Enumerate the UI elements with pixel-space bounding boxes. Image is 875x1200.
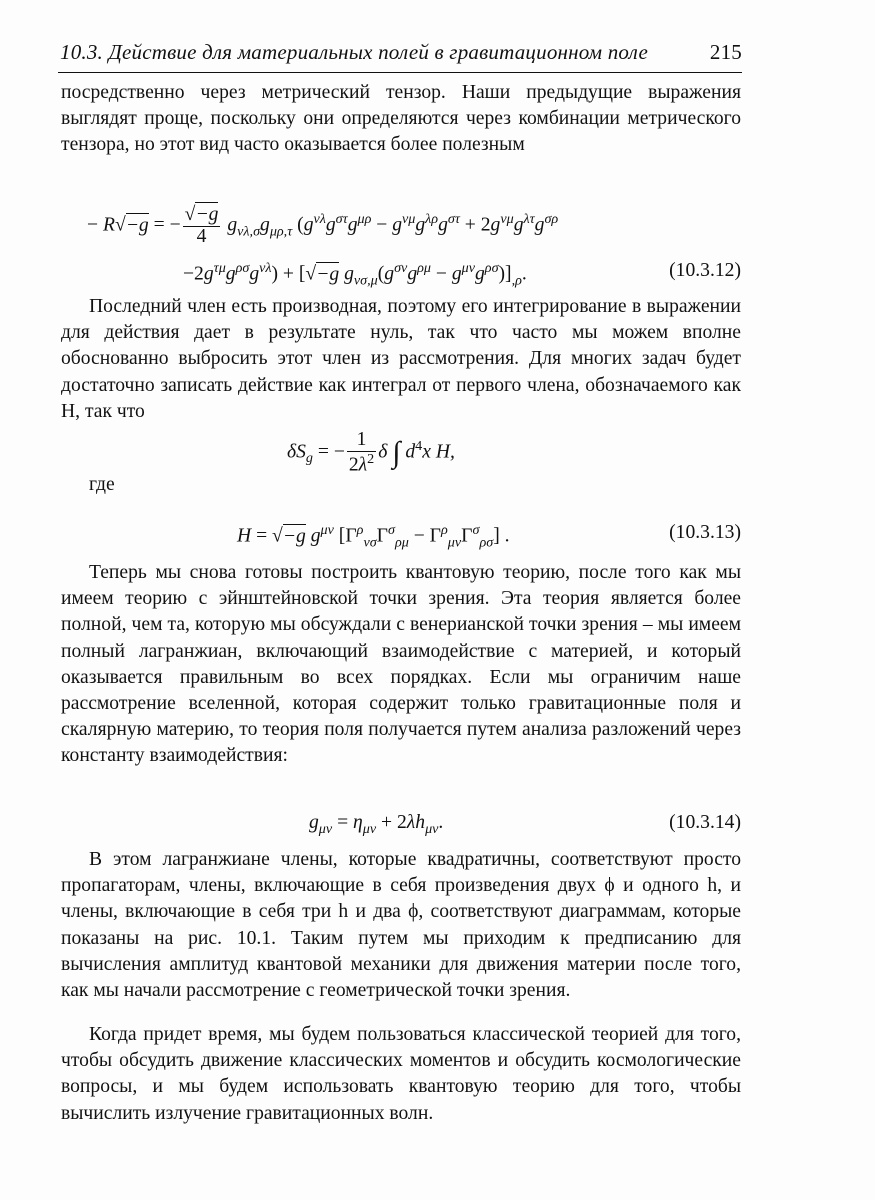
equation-number: (10.3.13) xyxy=(669,522,741,543)
equation-10-3-14: $g_{\mu\nu} = \eta_{\mu\nu} + 2\lambda h_{\mu\nu}$. (10.3.14) xyxy=(309,812,741,837)
paragraph-4: В этом лагранжиане члены, которые квадратичны, соответствуют просто пропагаторам, члены, включающие в себя произведения двух ϕ и одного h, и члены, включающие в себя три h и два ϕ, соответствуют диаграммам, которые показаны на рис. 10.1. Таким путем мы приходим к предписанию для вычисления амплитуд квантовой механики для движения материи после того, как мы начали рассмотрение с геометрической точки зрения. xyxy=(61,849,741,1002)
equation-10-3-12-line-2: $-2g^{\tau\mu}g^{\rho\sigma}g^{\nu\lambda}) + [√-g$ $g_{\nu\sigma,\mu}(g^{\sigma\nu}g^{\rho\mu} - g^{\mu\nu}g^{\rho\sigma})]_{,\rho}$. xyxy=(183,260,527,289)
section-title: 10.3. Действие для материальных полей в гравитационном поле xyxy=(60,40,648,64)
equation-10-3-12 xyxy=(61,205,741,300)
equation-action-variation: $\delta S_g$ = − $\frac{1}{2\lambda^2}$ δ ∫ $d^4x$ H, xyxy=(287,429,455,476)
equation-10-3-12-line-1: − R√−g = − $\frac{√-g}{4}$ $g_{\nu\lambda,\sigma}g_{\mu\rho,\tau}$ ($g^{\nu\lambda}g^{\sigma\tau}g^{\mu\rho} - g^{\nu\mu}g^{\lambda\rho}g^{\sigma\tau} + 2g^{\nu\mu}g^{\lambda\tau}g^{\sigma\rho}$ xyxy=(87,204,559,247)
where-label: где xyxy=(89,474,115,495)
page-header xyxy=(58,34,742,73)
equation-10-3-13: H = √−g $g^{\mu\nu}$ $[\Gamma^\rho_{\nu\sigma}\Gamma^\sigma_{\rho\mu} - \Gamma^\rho_{\mu\nu}\Gamma^\sigma_{\rho\sigma}]$ . (10.3.13) xyxy=(237,522,741,551)
paragraph-1: посредственно через метрический тензор. Наши предыдущие выражения выглядят проще, поскольку они определяются через комбинации метрического тензора, но этот вид часто оказывается более полезным xyxy=(61,82,741,156)
paragraph-5: Когда придет время, мы будем пользоваться классической теорией для того, чтобы обсудить движение классических моментов и обсудить космологические вопросы, и мы будем использовать квантовую теорию для того, чтобы вычислить излучение гравитационных волн. xyxy=(61,1024,741,1124)
paragraph-2: Последний член есть производная, поэтому его интегрирование в выражении для действия дает в результате нуль, так что часто мы можем вполне обоснованно выбросить этот член из рассмотрения. Для многих задач будет достаточно записать действие как интеграл от первого члена, обозначаемого как H, так что xyxy=(61,296,741,422)
paragraph-3: Теперь мы снова готовы построить квантовую теорию, после того как мы имеем теорию с эйнштейновской точки зрения. Эта теория является более полной, чем та, которую мы обсуждали с венерианской точки зрения – мы имеем полный лагранжиан, включающий взаимодействие с материей, и который оказывается правильным во всех порядках. Если мы ограничим наше рассмотрение вселенной, которая содержит только гравитационные поля и скалярную материю, то теория поля получается путем анализа разложений через константу взаимодействия: xyxy=(61,562,741,767)
equation-number: (10.3.12) xyxy=(669,260,741,281)
page-number: 215 xyxy=(709,40,742,64)
equation-number: (10.3.14) xyxy=(669,812,741,833)
